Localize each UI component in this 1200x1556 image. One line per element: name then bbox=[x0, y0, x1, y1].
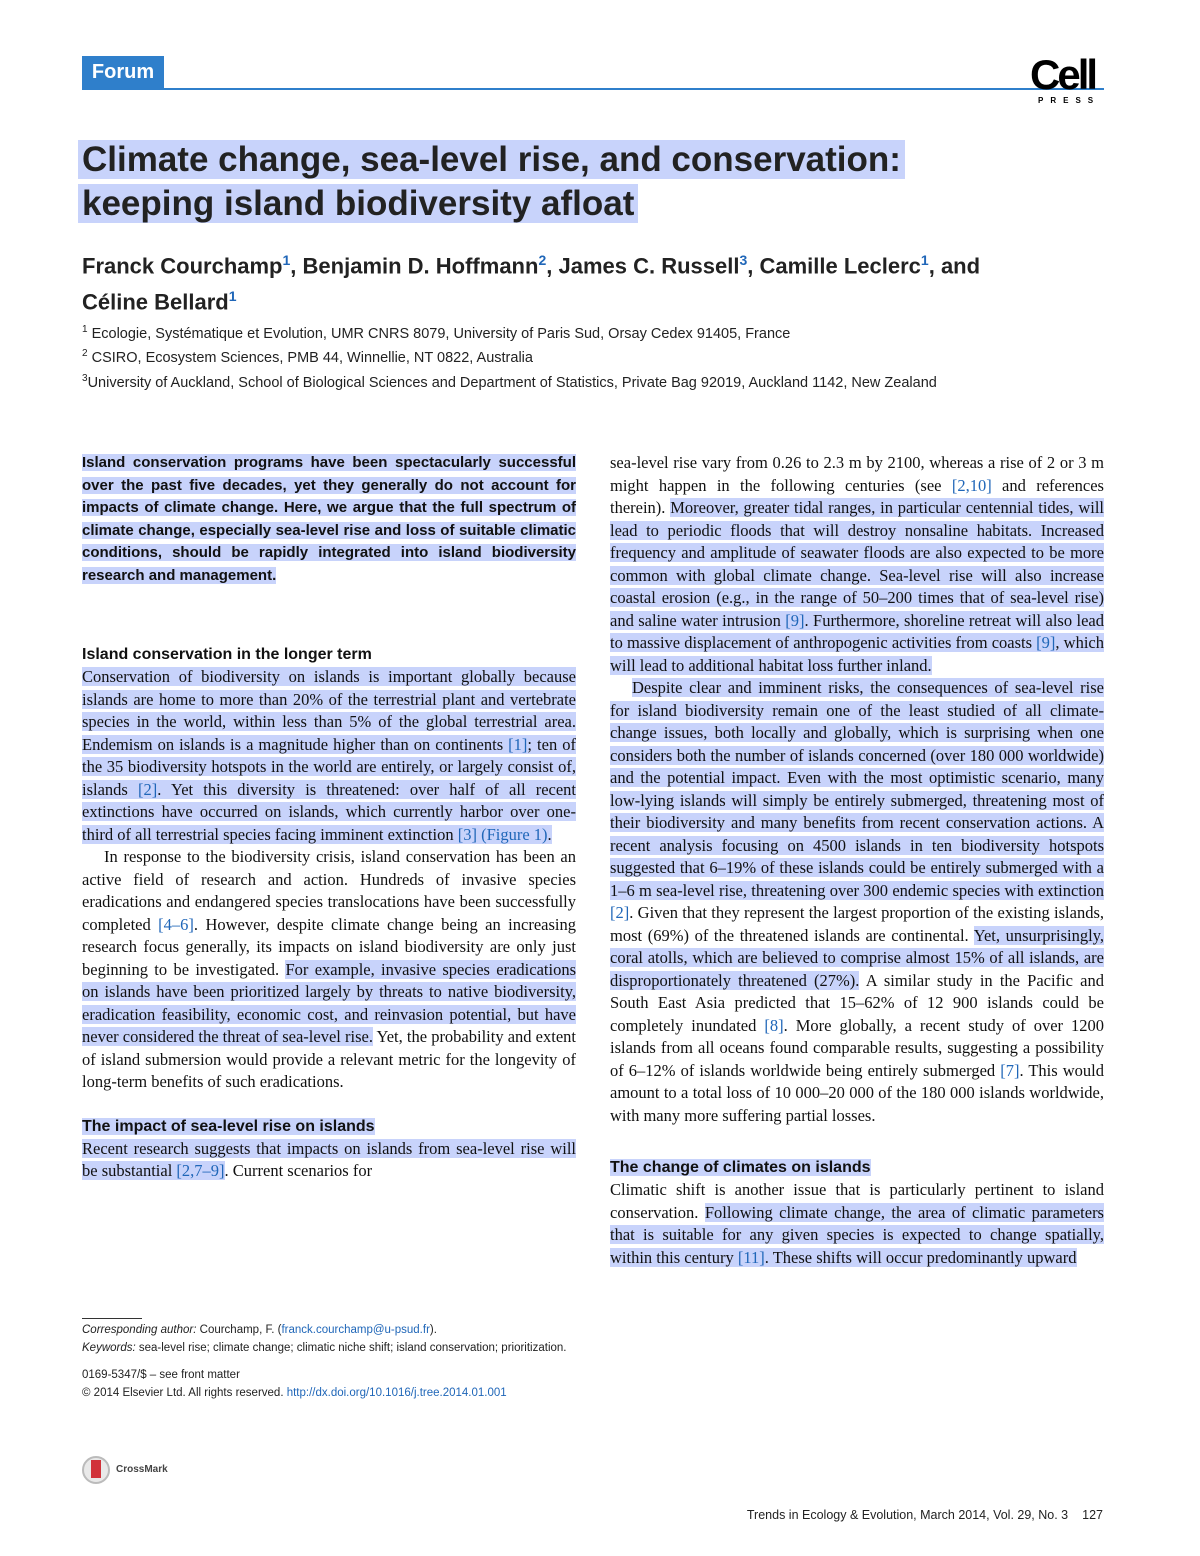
paragraph bbox=[82, 1138, 576, 1183]
right-column bbox=[610, 452, 1104, 1269]
footnote-divider bbox=[82, 1318, 142, 1319]
footnote-label: Keywords: bbox=[82, 1341, 136, 1354]
highlighted-text: . These shifts will occur predominantly upward bbox=[764, 1247, 1077, 1267]
author-affil-mark: 1 bbox=[228, 288, 237, 305]
citation-link[interactable]: [2,7–9] bbox=[176, 1161, 225, 1180]
author-separator: , and bbox=[928, 253, 981, 279]
body-text: . Given that they represent the largest proportion of the existing islands, most (69%) of the threatened islands are continental. bbox=[610, 903, 1104, 945]
citation-link[interactable]: [8] bbox=[764, 1015, 784, 1035]
affiliation-number: 3 bbox=[82, 372, 88, 384]
header-rule bbox=[82, 88, 1104, 90]
citation-link[interactable]: [11] bbox=[737, 1247, 765, 1267]
highlighted-text: . Furthermore, shoreline retreat will also lead to massive displacement of anthropogenic activities from coasts bbox=[610, 610, 1104, 652]
footnote-text: ). bbox=[429, 1324, 437, 1336]
author-affil-mark: 1 bbox=[282, 252, 291, 268]
author-name: Franck Courchamp bbox=[82, 253, 283, 279]
left-column bbox=[82, 452, 576, 1183]
email-link[interactable]: franck.courchamp@u-psud.fr bbox=[281, 1324, 430, 1336]
citation-link[interactable]: [9] bbox=[1036, 633, 1056, 652]
highlighted-text: Conservation of biodiversity on islands is important globally because islands are home to more than 20% of the terrestrial plant and vertebrate species in the world, within less than 5% of the global terrestrial area. Endemism on islands is a magnitude higher than on continents bbox=[82, 667, 576, 754]
paragraph bbox=[82, 846, 576, 1094]
citation-link[interactable]: [4–6] bbox=[158, 914, 194, 934]
citation-link[interactable]: [2] bbox=[138, 779, 158, 799]
highlighted-text: Recent research suggests that impacts on islands from sea-level rise will be substantial bbox=[82, 1138, 576, 1180]
highlighted-text: For example, invasive species eradications on islands have been prioritized largely by threats to native biodiversity, eradication feasibility, economic cost, and reinvasion potential, but have never considered the threat of sea-level rise. bbox=[82, 959, 576, 1046]
abstract-text: Island conservation programs have been spectacularly successful over the past five decades, yet they generally do not account for impacts of climate change. Here, we argue that the full spectrum of climate change, especially sea-level rise and loss of suitable climatic conditions, should be rapidly integrated into island biodiversity research and management. bbox=[82, 454, 576, 584]
author-name: Camille Leclerc bbox=[759, 253, 921, 279]
body-text: In response to the biodiversity crisis, island conservation has been an active field of research and action. Hundreds of invasive species eradications and endangered species translocations have been successfully completed bbox=[82, 847, 576, 934]
crossmark-badge[interactable] bbox=[82, 1456, 202, 1486]
citation-link[interactable]: [7] bbox=[1000, 1060, 1020, 1080]
footnote-text: Courchamp, F. ( bbox=[196, 1324, 282, 1336]
affiliation-item bbox=[82, 320, 1082, 344]
cell-press-logo: Cell PRESS bbox=[1030, 51, 1101, 105]
highlighted-text: Moreover, greater tidal ranges, in particular centennial tides, will lead to periodic floods that will destroy nonsaline habitats. Increased frequency and amplitude of seawater floods are also expected to be more common with global climate change. Sea-level rise will also increase coastal erosion (e.g., in the range of 50–200 times that of sea-level rise) and saline water intrusion bbox=[610, 498, 1104, 630]
highlighted-text: , which will lead to additional habitat loss further inland. bbox=[610, 633, 1104, 675]
section-heading-text: The change of climates on islands bbox=[610, 1159, 871, 1176]
affiliation-number: 2 bbox=[82, 348, 88, 360]
section-heading: Island conservation in the longer term bbox=[82, 646, 372, 663]
author-separator: , bbox=[546, 253, 559, 279]
body-text: . Current scenarios for bbox=[224, 1161, 373, 1180]
author-name: James C. Russell bbox=[558, 253, 740, 279]
author-affil-mark: 2 bbox=[538, 252, 547, 268]
body-text: . More globally, a recent study of over 1200 islands from all oceans found comparable results, suggesting a possibility of 6–12% of islands worldwide being entirely submerged bbox=[610, 1015, 1105, 1080]
highlighted-text: Yet, unsurprisingly, coral atolls, which are believed to comprise almost 15% of all islands, are disproportionately threatened (27%). bbox=[610, 925, 1104, 990]
section-heading-text: The impact of sea-level rise on islands bbox=[82, 1117, 375, 1135]
corresponding-author bbox=[82, 1322, 576, 1340]
footnotes bbox=[82, 1322, 576, 1402]
paragraph bbox=[610, 677, 1104, 1127]
page-number: 127 bbox=[1082, 1508, 1103, 1522]
title-line-1: Climate change, sea-level rise, and conservation: bbox=[78, 140, 905, 179]
body-text: Yet, the probability and extent of island submersion would provide a relevant metric for the longevity of long-term benefits of such eradications. bbox=[82, 1027, 576, 1091]
author-separator: , bbox=[290, 253, 303, 279]
author-name: Benjamin D. Hoffmann bbox=[302, 253, 539, 279]
author-separator: , bbox=[747, 253, 760, 279]
author-list bbox=[82, 245, 1106, 318]
highlighted-text: Even with the most optimistic scenario, many low-lying islands will simply be entirely submerged, threatening most of their biodiversity and many benefits from recent conservation actions. A recent analysis focusing on 4500 islands in ten biodiversity hotspots suggested that 6–19% of these islands could be entirely submerged with a 1–6 m sea-level rise, threatening over 300 endemic species with extinction bbox=[610, 768, 1104, 900]
affiliation-text: Ecologie, Systématique et Evolution, UMR CNRS 8079, University of Paris Sud, Orsay Cedex 91405, France bbox=[91, 325, 791, 342]
journal-footer bbox=[733, 1506, 1103, 1524]
issn-line: 0169-5347/$ – see front matter bbox=[82, 1369, 240, 1381]
article-title bbox=[78, 138, 1098, 226]
journal-citation: Trends in Ecology & Evolution, March 2014, Vol. 29, No. 3 bbox=[746, 1508, 1069, 1522]
highlighted-text: Despite clear and imminent risks, the consequences of sea-level rise for island biodiversity remain one of the least studied of all climate-change issues, both locally and globally, which is surprising when one considers both the number of islands concerned (over 180 000 worldwide) and the potential impact. bbox=[610, 678, 1104, 787]
author-affil-mark: 1 bbox=[920, 252, 929, 268]
highlighted-text: . bbox=[547, 824, 552, 844]
paragraph bbox=[82, 666, 576, 846]
keywords bbox=[82, 1340, 576, 1358]
highlighted-text: . Yet this diversity is threatened: over half of all recent extinctions have occurred on islands, which currently harbor over one-third of all terrestrial species facing imminent extinction bbox=[82, 779, 576, 844]
highlighted-text: Following climate change, the area of climatic parameters that is suitable for any given species is expected to change spatially, within this century bbox=[610, 1202, 1104, 1267]
crossmark-label: CrossMark bbox=[116, 1464, 168, 1475]
copyright-line bbox=[82, 1385, 576, 1403]
body-text: and references therein). bbox=[610, 475, 1104, 517]
citation-link[interactable]: [2,10] bbox=[951, 475, 992, 495]
affiliation-item bbox=[82, 344, 1082, 368]
paragraph bbox=[610, 1179, 1104, 1269]
body-text: sea-level rise vary from 0.26 to 2.3 m by 2100, whereas a rise of 2 or 3 m might happen in the following centuries (see bbox=[610, 453, 1104, 495]
affiliation-text: CSIRO, Ecosystem Sciences, PMB 44, Winnellie, NT 0822, Australia bbox=[91, 350, 533, 367]
paragraph bbox=[610, 452, 1104, 677]
figure-link[interactable]: (Figure 1) bbox=[481, 824, 548, 844]
citation-link[interactable]: [3] bbox=[457, 824, 477, 844]
affiliation-text: University of Auckland, School of Biological Sciences and Department of Statistics, Private Bag 92019, Auckland 1142, New Zealand bbox=[87, 374, 937, 391]
doi-link[interactable]: http://dx.doi.org/10.1016/j.tree.2014.01.001 bbox=[286, 1386, 507, 1399]
citation-link[interactable]: [2] bbox=[610, 903, 630, 922]
title-line-2: keeping island biodiversity afloat bbox=[78, 184, 638, 223]
citation-link[interactable]: [1] bbox=[508, 734, 528, 754]
section-heading bbox=[82, 1116, 576, 1138]
citation-link[interactable]: [9] bbox=[785, 610, 805, 630]
affiliation-number: 1 bbox=[82, 324, 88, 335]
abstract bbox=[82, 452, 576, 587]
affiliation-item bbox=[82, 369, 1082, 393]
footnote-text: sea-level rise; climate change; climatic niche shift; island conservation; prioritization. bbox=[135, 1341, 567, 1354]
section-badge: Forum bbox=[82, 56, 164, 88]
author-affil-mark: 3 bbox=[739, 252, 748, 268]
highlighted-text: ; ten of the 35 biodiversity hotspots in the world are entirely, or largely consist of, islands bbox=[82, 734, 576, 799]
body-text: . However, despite climate change being an increasing research focus generally, its impacts on island biodiversity are only just beginning to be investigated. bbox=[82, 914, 576, 979]
body-text: . This would amount to a total loss of 10 000–20 000 of the 180 000 islands worldwide, with many more suffering partial losses. bbox=[610, 1060, 1104, 1125]
footnote-text: © 2014 Elsevier Ltd. All rights reserved. bbox=[82, 1386, 287, 1399]
footnote-label: Corresponding author: bbox=[82, 1324, 197, 1336]
section-heading bbox=[610, 1157, 1104, 1179]
body-text: Climatic shift is another issue that is particularly pertinent to island conservation. bbox=[610, 1180, 1104, 1222]
author-name: Céline Bellard bbox=[82, 289, 229, 315]
body-text: A similar study in the Pacific and South East Asia predicted that 15–62% of 12 900 islands could be completely inundated bbox=[610, 970, 1104, 1035]
affiliations bbox=[82, 320, 1082, 393]
bookmark-icon bbox=[91, 1460, 101, 1478]
